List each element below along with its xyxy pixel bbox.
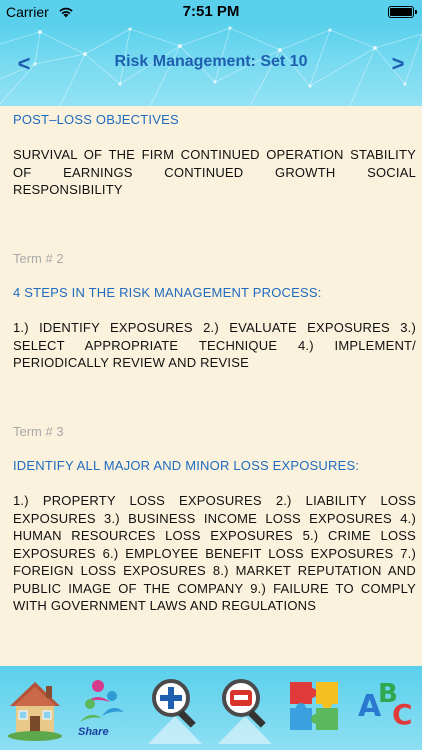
home-button[interactable] [4, 672, 66, 746]
definition-line: PUBLIC IMAGE OF THE COMPANY 9.) FAILURE TO COMPLY [13, 580, 416, 596]
status-time: 7:51 PM [182, 3, 240, 20]
share-label: Share [78, 726, 109, 738]
svg-text:B: B [378, 679, 398, 709]
previous-button[interactable] [10, 50, 38, 78]
status-bar [0, 0, 422, 24]
definition-line: OF EARNINGS CONTINUED GROWTH SOCIAL [13, 164, 416, 180]
share-icon [72, 672, 134, 732]
carrier-label: Carrier [6, 4, 49, 20]
next-button[interactable] [384, 50, 412, 78]
abc-blocks-icon [356, 672, 418, 746]
terms-list[interactable] [0, 106, 422, 666]
zoom-in-button[interactable] [144, 672, 206, 746]
page-title: Risk Management: Set 10 [114, 53, 308, 70]
zoom-out-icon [214, 672, 276, 746]
term-title: IDENTIFY ALL MAJOR AND MINOR LOSS EXPOSURES: [13, 458, 360, 473]
term-title: 4 STEPS IN THE RISK MANAGEMENT PROCESS: [13, 285, 322, 300]
definition-line: RESPONSIBILITY [13, 182, 123, 197]
zoom-out-button[interactable] [214, 672, 276, 746]
svg-text:A: A [358, 689, 382, 724]
term-definition [13, 146, 416, 199]
definition-line: WITH GOVERNMENT LAWS AND REGULATIONS [13, 598, 317, 613]
definition-line: PERIODICALLY REVIEW AND REVISE [13, 355, 249, 370]
battery-icon [388, 6, 414, 18]
definition-line: SELECT APPROPRIATE TECHNIQUE 4.) IMPLEMENT/ [13, 337, 416, 353]
definition-line: HUMAN RESOURCES LOSS EXPOSURES 5.) CRIME LOSS [13, 528, 416, 543]
definition-line: SURVIVAL OF THE FIRM CONTINUED OPERATION STABILITY [13, 147, 416, 162]
term-definition [13, 492, 416, 615]
definition-line: EXPOSURES 6.) EMPLOYEE BENEFIT LOSS EXPOSURES 7.) [13, 545, 416, 561]
term-title: POST–LOSS OBJECTIVES [13, 112, 179, 127]
zoom-in-icon [144, 672, 206, 746]
nav-bar [0, 24, 422, 106]
bottom-toolbar [0, 666, 422, 750]
puzzle-button[interactable] [284, 672, 346, 746]
svg-text:C: C [392, 698, 413, 731]
definition-line: 1.) PROPERTY LOSS EXPOSURES 2.) LIABILITY LOSS [13, 493, 416, 508]
chevron-left-icon: < [17, 51, 31, 76]
home-icon [4, 672, 66, 746]
chevron-right-icon: > [391, 51, 405, 76]
term-number: Term # 3 [13, 424, 64, 439]
term-definition [13, 319, 416, 372]
term-number: Term # 2 [13, 251, 64, 266]
share-button[interactable] [72, 672, 134, 746]
puzzle-icon [284, 672, 346, 746]
definition-line: 1.) IDENTIFY EXPOSURES 2.) EVALUATE EXPOSURES 3.) [13, 320, 416, 335]
definition-line: FOREIGN LOSS EXPOSURES 8.) MARKET REPUTATION AND [13, 563, 416, 578]
abc-blocks-button[interactable] [356, 672, 418, 746]
definition-line: EXPOSURES 3.) BUSINESS INCOME LOSS EXPOSURES 4.) [13, 510, 416, 526]
